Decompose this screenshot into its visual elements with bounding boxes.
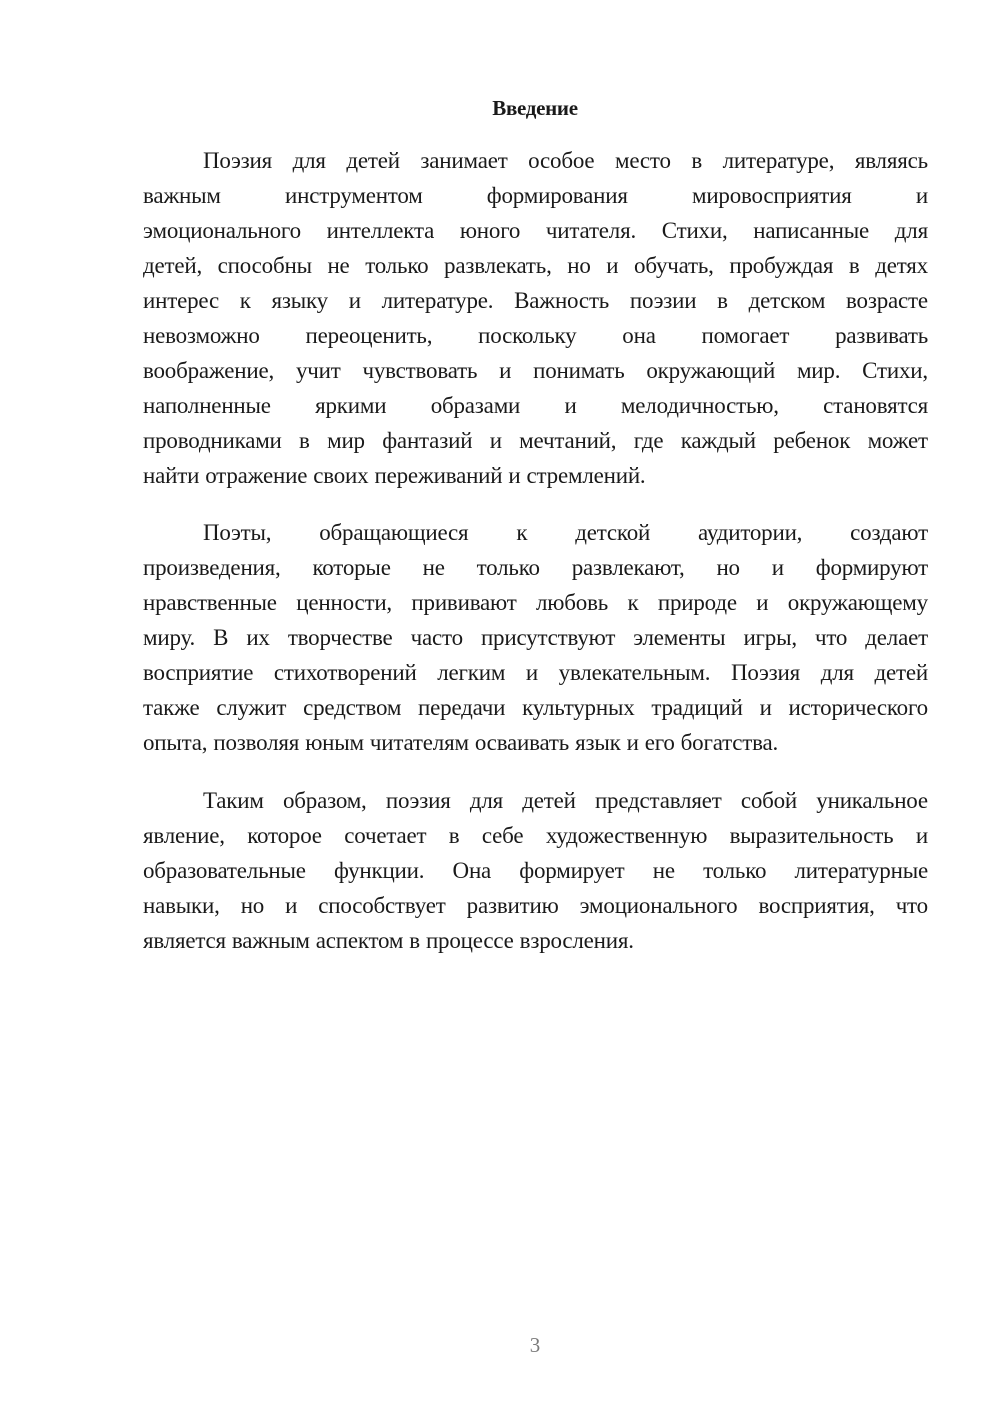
word: которые: [312, 555, 391, 580]
word: себе: [481, 823, 524, 848]
word: Стихи,: [661, 218, 728, 243]
word: юным: [305, 730, 364, 755]
word: не: [327, 253, 350, 278]
word: к: [239, 288, 251, 313]
word: и: [606, 253, 619, 278]
word: обучать,: [634, 253, 714, 278]
word: фантазий: [382, 428, 473, 453]
word: детей: [874, 660, 928, 685]
word: каждый: [680, 428, 756, 453]
word: образами: [430, 393, 521, 418]
word: для: [894, 218, 928, 243]
word: прививают: [411, 590, 517, 615]
word: яркими: [315, 393, 387, 418]
word: место: [614, 148, 671, 173]
word: в: [448, 823, 460, 848]
word: литературе,: [722, 148, 835, 173]
word: представляет: [594, 788, 722, 813]
text-line: [143, 818, 928, 853]
word: понимать: [533, 358, 625, 383]
word: присутствуют: [480, 625, 616, 650]
word: и: [756, 590, 769, 615]
word: учит: [295, 358, 341, 383]
text-line: [143, 388, 928, 423]
word: осваивать: [474, 730, 570, 755]
word: являясь: [854, 148, 928, 173]
text-line: [143, 213, 928, 248]
word: произведения,: [143, 555, 281, 580]
word: в: [848, 253, 860, 278]
word: и: [759, 695, 772, 720]
text-line: [143, 515, 928, 550]
word: развивать: [835, 323, 928, 348]
word: аудитории,: [698, 520, 803, 545]
word: художественную: [545, 823, 708, 848]
text-line: [143, 178, 928, 213]
word: эмоционального: [579, 893, 738, 918]
word: невозможно: [143, 323, 260, 348]
word: детском: [748, 288, 826, 313]
text-line: [143, 783, 928, 818]
word: служит: [216, 695, 287, 720]
word: особое: [528, 148, 595, 173]
word: детей,: [143, 253, 203, 278]
word: воображение,: [143, 358, 275, 383]
word: взросления.: [519, 928, 634, 953]
word: восприятие: [143, 660, 254, 685]
word: чувствовать: [362, 358, 478, 383]
word: только: [365, 253, 429, 278]
word: нравственные: [143, 590, 277, 615]
word: развлекать,: [444, 253, 552, 278]
text-line: [143, 550, 928, 585]
word: и: [626, 730, 639, 755]
word: окружающий: [646, 358, 776, 383]
word: исторического: [788, 695, 928, 720]
word: мечтаний,: [519, 428, 617, 453]
word: для: [820, 660, 854, 685]
word: она: [622, 323, 656, 348]
word: Таким: [203, 788, 264, 813]
word: и: [508, 463, 521, 488]
word: в: [717, 288, 728, 313]
word: может: [867, 428, 928, 453]
word: уникальное: [816, 788, 928, 813]
word: создают: [850, 520, 928, 545]
word: своих: [313, 463, 369, 488]
text-line: [143, 423, 928, 458]
word: выразительность: [729, 823, 894, 848]
word: где: [633, 428, 664, 453]
word: литературе.: [381, 288, 494, 313]
word: Важность: [514, 288, 610, 313]
word: культурных: [522, 695, 635, 720]
word: детей: [522, 788, 576, 813]
word: которое: [247, 823, 322, 848]
word: но: [716, 555, 740, 580]
word: инструментом: [284, 183, 423, 208]
word: переоценить,: [305, 323, 433, 348]
word: игры,: [743, 625, 797, 650]
word: развитию: [466, 893, 559, 918]
paragraph-3: [143, 783, 928, 958]
word: отражение: [205, 463, 308, 488]
word: но: [567, 253, 591, 278]
text-line: [143, 690, 928, 725]
word: формирования: [486, 183, 628, 208]
word: Поэзия: [730, 660, 801, 685]
word: интерес: [143, 288, 219, 313]
word: и: [489, 428, 502, 453]
word: Поэзия: [203, 148, 273, 173]
word: способны: [217, 253, 312, 278]
word: важным: [143, 183, 221, 208]
text-line: [143, 923, 928, 958]
word: ценности,: [296, 590, 392, 615]
word: Стихи,: [862, 358, 928, 383]
word: только: [476, 555, 540, 580]
word: читателя.: [545, 218, 637, 243]
word: и: [348, 288, 361, 313]
word: написанные: [753, 218, 870, 243]
text-line: [143, 655, 928, 690]
word: юного: [459, 218, 521, 243]
word: в: [409, 928, 420, 953]
text-line: [143, 283, 928, 318]
word: поскольку: [478, 323, 577, 348]
word: их: [246, 625, 270, 650]
word: к: [627, 590, 639, 615]
word: передачи: [418, 695, 506, 720]
word: Поэты,: [203, 520, 272, 545]
paragraph-1: [143, 143, 928, 493]
word: позволяя: [213, 730, 300, 755]
word: в: [691, 148, 703, 173]
word: стихотворений: [273, 660, 417, 685]
word: не: [652, 858, 675, 883]
word: переживаний: [374, 463, 503, 488]
word: способствует: [318, 893, 446, 918]
word: легким: [437, 660, 506, 685]
word: образовательные: [143, 858, 306, 883]
word: и: [564, 393, 577, 418]
word: интеллекта: [326, 218, 435, 243]
text-line: [143, 725, 928, 760]
word: эмоционального: [143, 218, 301, 243]
word: и: [771, 555, 784, 580]
word: делает: [865, 625, 928, 650]
paragraph-2: [143, 515, 928, 760]
word: любовь: [536, 590, 609, 615]
word: образом,: [282, 788, 367, 813]
word: восприятия,: [758, 893, 875, 918]
word: мир.: [796, 358, 841, 383]
word: и: [285, 893, 298, 918]
word: для: [469, 788, 503, 813]
word: окружающему: [787, 590, 928, 615]
word: опыта,: [143, 730, 208, 755]
word: увлекательным.: [558, 660, 711, 685]
word: миру.: [143, 625, 196, 650]
word: и: [915, 183, 928, 208]
word: найти: [143, 463, 200, 488]
word: мировосприятия: [691, 183, 852, 208]
text-line: [143, 888, 928, 923]
word: собой: [740, 788, 798, 813]
word: стремлений.: [526, 463, 646, 488]
word: средством: [303, 695, 402, 720]
word: традиций: [651, 695, 743, 720]
word: и: [499, 358, 512, 383]
word: и: [525, 660, 538, 685]
word: в: [299, 428, 310, 453]
word: что: [895, 893, 928, 918]
word: природе: [657, 590, 737, 615]
word: детях: [875, 253, 928, 278]
word: сочетает: [344, 823, 427, 848]
section-title: Введение: [492, 96, 578, 120]
text-line: [143, 620, 928, 655]
word: поэзия: [385, 788, 451, 813]
word: ребенок: [773, 428, 851, 453]
word: часто: [410, 625, 463, 650]
word: пробуждая: [729, 253, 834, 278]
word: возрасте: [846, 288, 928, 313]
word: мир: [327, 428, 365, 453]
text-line: [143, 585, 928, 620]
word: аспектом: [315, 928, 404, 953]
word: не: [422, 555, 445, 580]
word: к: [516, 520, 528, 545]
text-line: [143, 248, 928, 283]
word: язык: [575, 730, 621, 755]
word: элементы: [633, 625, 726, 650]
word: детской: [575, 520, 651, 545]
word: только: [703, 858, 767, 883]
word: поэзии: [629, 288, 697, 313]
word: важным: [231, 928, 310, 953]
word: языку: [271, 288, 328, 313]
word: навыки,: [143, 893, 220, 918]
word: процессе: [425, 928, 514, 953]
word: становятся: [823, 393, 928, 418]
word: богатства.: [680, 730, 779, 755]
word: и: [915, 823, 928, 848]
word: является: [143, 928, 226, 953]
page-number: 3: [529, 1333, 541, 1357]
word: функции.: [333, 858, 425, 883]
word: обращающиеся: [319, 520, 469, 545]
word: формирует: [519, 858, 625, 883]
word: но: [240, 893, 265, 918]
text-line: [143, 318, 928, 353]
word: помогает: [701, 323, 790, 348]
word: детей: [346, 148, 400, 173]
word: литературные: [794, 858, 928, 883]
word: творчестве: [287, 625, 393, 650]
word: формируют: [815, 555, 928, 580]
word: развлекают,: [571, 555, 685, 580]
word: читателям: [369, 730, 469, 755]
word: его: [644, 730, 675, 755]
word: Она: [452, 858, 492, 883]
word: мелодичностью,: [620, 393, 779, 418]
word: явление,: [143, 823, 225, 848]
word: проводниками: [143, 428, 282, 453]
word: также: [143, 695, 200, 720]
text-line: [143, 143, 928, 178]
text-line: [143, 458, 928, 493]
word: для: [292, 148, 326, 173]
text-line: [143, 853, 928, 888]
text-line: [143, 353, 928, 388]
word: занимает: [420, 148, 508, 173]
word: что: [814, 625, 848, 650]
word: В: [213, 625, 229, 650]
word: наполненные: [143, 393, 271, 418]
